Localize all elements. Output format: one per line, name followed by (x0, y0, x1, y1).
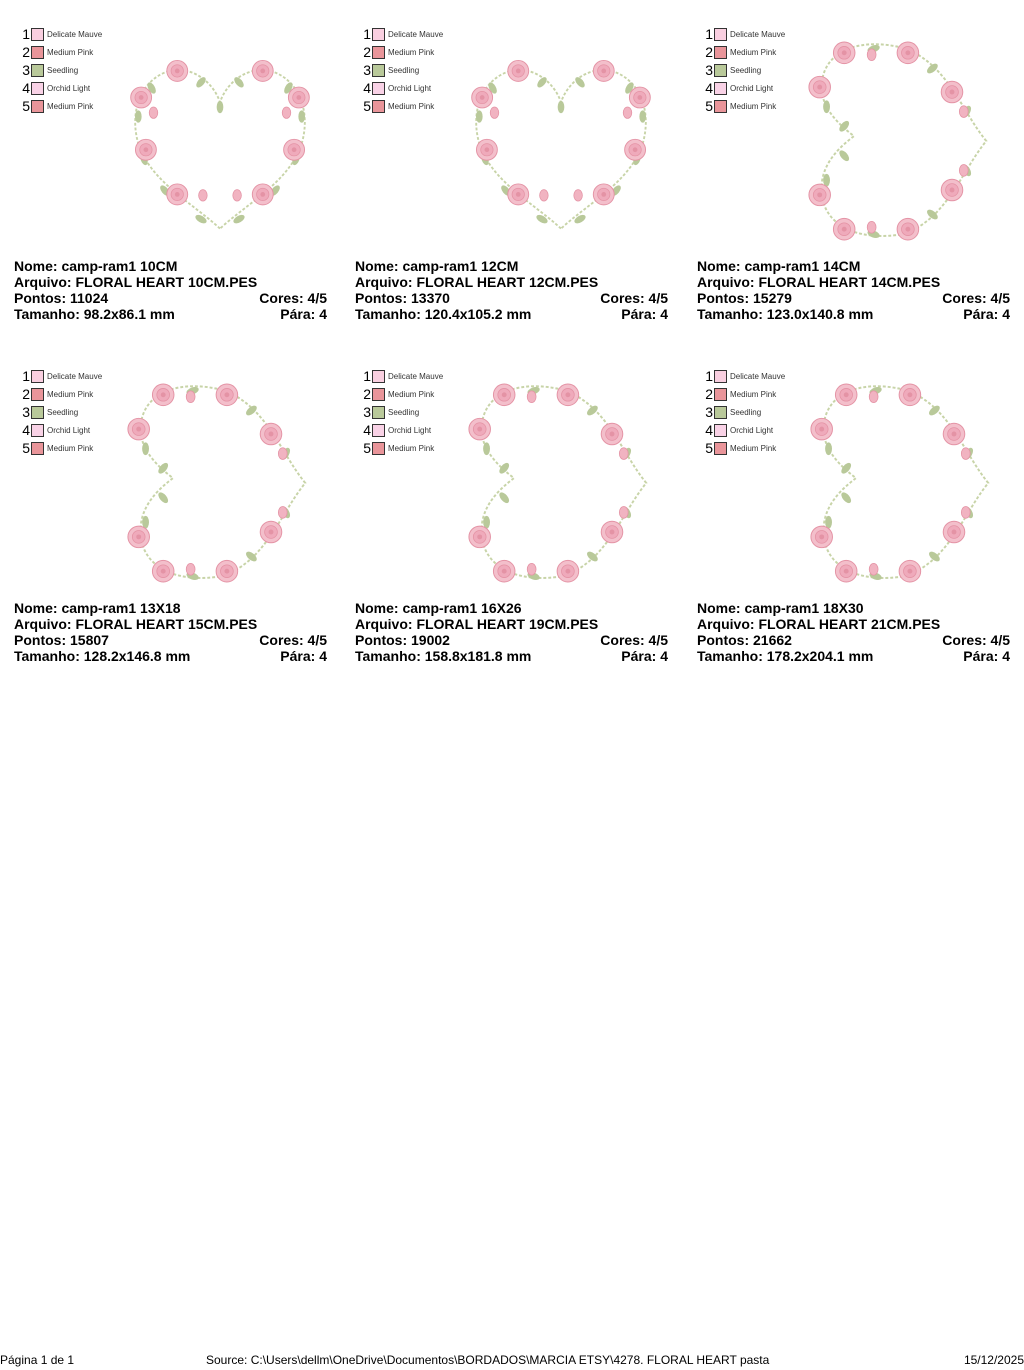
legend-row (361, 25, 443, 43)
color-swatch (372, 442, 385, 455)
design-info (355, 600, 668, 664)
legend-number: 5 (363, 440, 371, 456)
legend-number: 4 (22, 80, 30, 96)
legend-row (20, 439, 102, 457)
design-size: Tamanho: 120.4x105.2 mm (355, 306, 532, 322)
legend-name: Medium Pink (730, 101, 777, 111)
color-swatch (372, 82, 385, 95)
color-swatch (372, 406, 385, 419)
color-swatch (714, 28, 727, 41)
design-name: Nome: camp-ram1 14CM (697, 258, 861, 274)
design-size: Tamanho: 158.8x181.8 mm (355, 648, 532, 664)
legend-row (361, 61, 443, 79)
color-swatch (714, 370, 727, 383)
design-info (697, 258, 1010, 322)
legend-row (20, 25, 102, 43)
color-swatch (31, 424, 44, 437)
color-legend (361, 367, 443, 457)
design-card (14, 364, 344, 694)
design-name: Nome: camp-ram1 12CM (355, 258, 519, 274)
design-file: Arquivo: FLORAL HEART 14CM.PES (697, 274, 941, 290)
color-swatch (372, 388, 385, 401)
legend-number: 4 (22, 422, 30, 438)
color-swatch (31, 64, 44, 77)
color-legend (703, 367, 785, 457)
legend-number: 1 (22, 368, 30, 384)
design-file: Arquivo: FLORAL HEART 12CM.PES (355, 274, 599, 290)
color-swatch (31, 406, 44, 419)
legend-number: 1 (363, 368, 371, 384)
legend-row (703, 97, 785, 115)
legend-number: 3 (705, 62, 713, 78)
legend-name: Medium Pink (388, 443, 435, 453)
stop-count: Pára: 4 (621, 306, 668, 322)
legend-row (703, 403, 785, 421)
color-swatch (31, 370, 44, 383)
legend-name: Orchid Light (47, 425, 91, 435)
legend-name: Medium Pink (388, 389, 435, 399)
legend-name: Medium Pink (730, 389, 777, 399)
color-swatch (372, 370, 385, 383)
legend-row (361, 439, 443, 457)
color-count: Cores: 4/5 (259, 290, 327, 306)
color-swatch (31, 388, 44, 401)
legend-row (361, 43, 443, 61)
legend-number: 1 (705, 26, 713, 42)
legend-row (361, 385, 443, 403)
color-count: Cores: 4/5 (600, 632, 668, 648)
legend-number: 3 (22, 404, 30, 420)
legend-number: 3 (363, 404, 371, 420)
legend-number: 5 (22, 98, 30, 114)
legend-number: 5 (705, 440, 713, 456)
legend-name: Orchid Light (47, 83, 91, 93)
legend-name: Medium Pink (388, 101, 435, 111)
legend-name: Medium Pink (47, 101, 94, 111)
legend-name: Medium Pink (47, 47, 94, 57)
legend-name: Seedling (47, 65, 79, 75)
legend-number: 2 (363, 386, 371, 402)
floral-heart-preview (807, 372, 1003, 594)
stitch-count: Pontos: 15807 (14, 632, 109, 648)
legend-row (703, 61, 785, 79)
legend-number: 2 (705, 386, 713, 402)
design-card (697, 22, 1024, 352)
legend-row (20, 43, 102, 61)
color-count: Cores: 4/5 (600, 290, 668, 306)
legend-row (20, 61, 102, 79)
legend-row (361, 79, 443, 97)
design-name: Nome: camp-ram1 18X30 (697, 600, 864, 616)
legend-name: Medium Pink (388, 47, 435, 57)
design-file: Arquivo: FLORAL HEART 15CM.PES (14, 616, 258, 632)
color-count: Cores: 4/5 (942, 290, 1010, 306)
legend-row (703, 79, 785, 97)
legend-name: Medium Pink (47, 443, 94, 453)
color-legend (20, 367, 102, 457)
color-swatch (714, 424, 727, 437)
legend-number: 2 (705, 44, 713, 60)
legend-row (20, 367, 102, 385)
legend-name: Seedling (47, 407, 79, 417)
color-swatch (31, 100, 44, 113)
legend-number: 5 (22, 440, 30, 456)
design-size: Tamanho: 178.2x204.1 mm (697, 648, 874, 664)
legend-name: Delicate Mauve (730, 371, 786, 381)
design-file: Arquivo: FLORAL HEART 19CM.PES (355, 616, 599, 632)
legend-number: 1 (363, 26, 371, 42)
design-info (355, 258, 668, 322)
legend-number: 3 (22, 62, 30, 78)
color-legend (361, 25, 443, 115)
design-card (697, 364, 1024, 694)
stop-count: Pára: 4 (963, 306, 1010, 322)
legend-row (20, 403, 102, 421)
legend-row (20, 79, 102, 97)
legend-row (703, 439, 785, 457)
stop-count: Pára: 4 (963, 648, 1010, 664)
floral-heart-preview (465, 372, 661, 594)
color-swatch (372, 100, 385, 113)
page-number: Página 1 de 1 (0, 1353, 75, 1367)
color-swatch (31, 28, 44, 41)
source-path: Source: C:\Users\dellm\OneDrive\Documentos\BORDADOS\MARCIA ETSY\4278. FLORAL HEART pasta (206, 1353, 770, 1367)
legend-number: 1 (22, 26, 30, 42)
legend-number: 4 (705, 422, 713, 438)
legend-name: Delicate Mauve (388, 29, 444, 39)
legend-name: Delicate Mauve (730, 29, 786, 39)
legend-name: Orchid Light (388, 425, 432, 435)
legend-number: 5 (363, 98, 371, 114)
floral-heart-preview (124, 372, 320, 594)
legend-row (361, 97, 443, 115)
color-swatch (372, 28, 385, 41)
design-name: Nome: camp-ram1 10CM (14, 258, 178, 274)
color-swatch (714, 82, 727, 95)
color-count: Cores: 4/5 (942, 632, 1010, 648)
stitch-count: Pontos: 11024 (14, 290, 109, 306)
design-file: Arquivo: FLORAL HEART 10CM.PES (14, 274, 258, 290)
legend-number: 4 (705, 80, 713, 96)
legend-number: 1 (705, 368, 713, 384)
legend-name: Delicate Mauve (47, 371, 103, 381)
legend-number: 2 (22, 44, 30, 60)
color-swatch (372, 64, 385, 77)
floral-heart-preview (805, 30, 1001, 252)
color-swatch (372, 424, 385, 437)
stop-count: Pára: 4 (280, 306, 327, 322)
legend-number: 4 (363, 422, 371, 438)
legend-name: Seedling (730, 65, 762, 75)
stitch-count: Pontos: 21662 (697, 632, 792, 648)
color-count: Cores: 4/5 (259, 632, 327, 648)
legend-row (703, 25, 785, 43)
legend-row (703, 385, 785, 403)
color-swatch (714, 388, 727, 401)
design-file: Arquivo: FLORAL HEART 21CM.PES (697, 616, 941, 632)
design-card (14, 22, 344, 352)
legend-row (361, 421, 443, 439)
color-swatch (714, 100, 727, 113)
legend-name: Seedling (388, 407, 420, 417)
color-legend (703, 25, 785, 115)
stop-count: Pára: 4 (280, 648, 327, 664)
legend-row (20, 421, 102, 439)
design-size: Tamanho: 123.0x140.8 mm (697, 306, 874, 322)
legend-name: Seedling (388, 65, 420, 75)
legend-number: 2 (363, 44, 371, 60)
design-size: Tamanho: 98.2x86.1 mm (14, 306, 175, 322)
color-swatch (714, 64, 727, 77)
legend-name: Medium Pink (47, 389, 94, 399)
legend-name: Orchid Light (730, 425, 774, 435)
color-swatch (714, 406, 727, 419)
legend-name: Medium Pink (730, 47, 777, 57)
legend-number: 2 (22, 386, 30, 402)
color-swatch (372, 46, 385, 59)
color-swatch (31, 46, 44, 59)
legend-row (20, 97, 102, 115)
design-size: Tamanho: 128.2x146.8 mm (14, 648, 191, 664)
color-swatch (714, 46, 727, 59)
print-date: 15/12/2025 (963, 1353, 1024, 1367)
design-card (355, 22, 685, 352)
floral-heart-preview (120, 50, 320, 240)
color-swatch (31, 82, 44, 95)
color-swatch (714, 442, 727, 455)
stitch-count: Pontos: 15279 (697, 290, 792, 306)
legend-row (703, 43, 785, 61)
legend-row (361, 403, 443, 421)
legend-number: 3 (363, 62, 371, 78)
legend-number: 5 (705, 98, 713, 114)
legend-name: Delicate Mauve (388, 371, 444, 381)
legend-number: 3 (705, 404, 713, 420)
design-info (697, 600, 1010, 664)
legend-row (703, 367, 785, 385)
color-legend (20, 25, 102, 115)
legend-row (361, 367, 443, 385)
design-info (14, 258, 327, 322)
legend-name: Orchid Light (730, 83, 774, 93)
legend-name: Delicate Mauve (47, 29, 103, 39)
design-name: Nome: camp-ram1 16X26 (355, 600, 522, 616)
design-name: Nome: camp-ram1 13X18 (14, 600, 181, 616)
color-swatch (31, 442, 44, 455)
legend-row (20, 385, 102, 403)
design-card (355, 364, 685, 694)
floral-heart-preview (461, 50, 661, 240)
design-info (14, 600, 327, 664)
legend-number: 4 (363, 80, 371, 96)
stop-count: Pára: 4 (621, 648, 668, 664)
legend-name: Medium Pink (730, 443, 777, 453)
legend-row (703, 421, 785, 439)
stitch-count: Pontos: 19002 (355, 632, 450, 648)
stitch-count: Pontos: 13370 (355, 290, 450, 306)
legend-name: Seedling (730, 407, 762, 417)
legend-name: Orchid Light (388, 83, 432, 93)
